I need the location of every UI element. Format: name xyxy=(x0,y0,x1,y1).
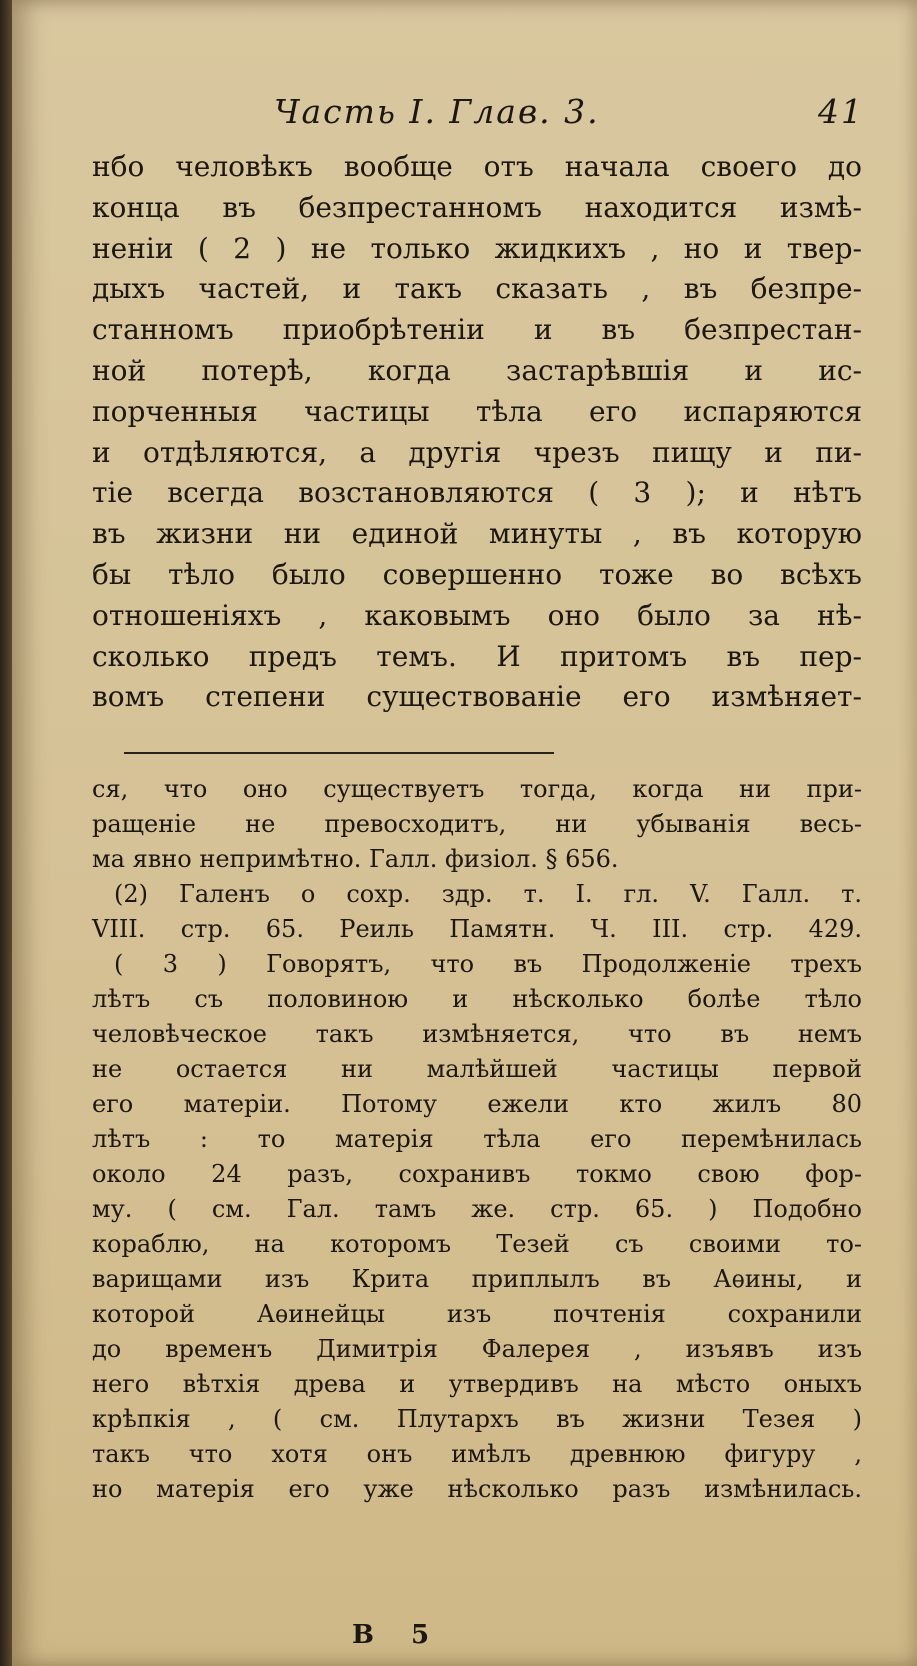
main-text-line: конца въ безпрестанномъ находится измѣ- xyxy=(92,190,862,224)
footnote-2-line: (2) Галенъ о сохр. здр. т. I. гл. V. Галл. т. xyxy=(114,880,862,908)
main-text-block xyxy=(92,147,862,718)
main-text-line: бы тѣло было совершенно тоже во всѣхъ xyxy=(92,557,862,591)
footnote-3-line: него вѣтхія древа и утвердивъ на мѣсто оныхъ xyxy=(92,1370,862,1398)
footnote-3-line: лѣтъ съ половиною и нѣсколько болѣе тѣло xyxy=(92,985,862,1013)
footnote-3-line: которой Аѳинейцы изъ почтенія сохранили xyxy=(92,1300,862,1328)
main-text-line: ной потерѣ, когда застарѣвшія и ис- xyxy=(92,353,862,387)
main-text-line: тіе всегда возстановляются ( 3 ); и нѣтъ xyxy=(92,476,862,510)
page-number: 41 xyxy=(818,92,864,131)
footnote-3-line: но матерія его уже нѣсколько разъ измѣнилась. xyxy=(92,1475,862,1503)
footnote-3-line: не остается ни малѣйшей частицы первой xyxy=(92,1055,862,1083)
footnote-2-line: VIII. стр. 65. Реиль Памятн. Ч. III. стр. 429. xyxy=(92,915,862,943)
book-binding-edge xyxy=(0,0,12,1666)
footnote-3-line: варищами изъ Крита приплылъ въ Аѳины, и xyxy=(92,1265,862,1293)
footnote-3-line: его матеріи. Потому ежели кто жилъ 80 xyxy=(92,1090,862,1118)
footnote-3-line: до временъ Димитрія Фалерея , изъявъ изъ xyxy=(92,1335,862,1363)
footnote-3-line: лѣтъ : то матерія тѣла его перемѣнилась xyxy=(92,1125,862,1153)
main-text-line: въ жизни ни единой минуты , въ которую xyxy=(92,517,862,551)
footnote-3-line: около 24 разъ, сохранивъ токмо свою фор- xyxy=(92,1160,862,1188)
footnote-3-line: человѣческое такъ измѣняется, что въ немъ xyxy=(92,1020,862,1048)
page-header xyxy=(274,92,864,138)
main-text-line: и отдѣляются, а другія чрезъ пищу и пи- xyxy=(92,435,862,469)
footnote-line: ращеніе не превосходитъ, ни убыванія весь- xyxy=(92,810,862,838)
main-text-line: дыхъ частей, и такъ сказать , въ безпре- xyxy=(92,272,862,306)
footnotes-block xyxy=(92,772,862,1507)
footnote-3-line: такъ что хотя онъ имѣлъ древнюю фигуру , xyxy=(92,1440,862,1468)
footnote-3-line: му. ( см. Гал. тамъ же. стр. 65. ) Подобно xyxy=(92,1195,862,1223)
footnote-3-line: кораблю, на которомъ Тезей съ своими то- xyxy=(92,1230,862,1258)
book-page xyxy=(12,0,917,1666)
main-text-line: нбо человѣкъ вообще отъ начала своего до xyxy=(92,150,862,183)
main-text-line: станномъ приобрѣтеніи и въ безпрестан- xyxy=(92,313,862,347)
main-text-line: отношеніяхъ , каковымъ оно было за нѣ- xyxy=(92,598,862,632)
footnote-divider xyxy=(124,752,554,754)
main-text-line: неніи ( 2 ) не только жидкихъ , но и твер- xyxy=(92,231,862,265)
main-text-line: вомъ степени существованіе его измѣняет- xyxy=(92,680,862,714)
footnote-line: ся, что оно существуетъ тогда, когда ни при- xyxy=(92,775,862,803)
footnote-3-line: ( 3 ) Говорятъ, что въ Продолженіе трехъ xyxy=(114,950,862,978)
printer-signature-mark: В 5 xyxy=(352,1620,444,1650)
footnote-line: ма явно непримѣтно. Галл. физіол. § 656. xyxy=(92,845,619,873)
main-text-line: сколько предъ темъ. И притомъ въ пер- xyxy=(92,639,862,673)
main-text-line: порченныя частицы тѣла его испаряются xyxy=(92,394,862,428)
footnote-3-line: крѣпкія , ( см. Плутархъ въ жизни Тезея ) xyxy=(92,1405,862,1433)
running-head: Часть I. Глав. 3. xyxy=(274,92,600,131)
